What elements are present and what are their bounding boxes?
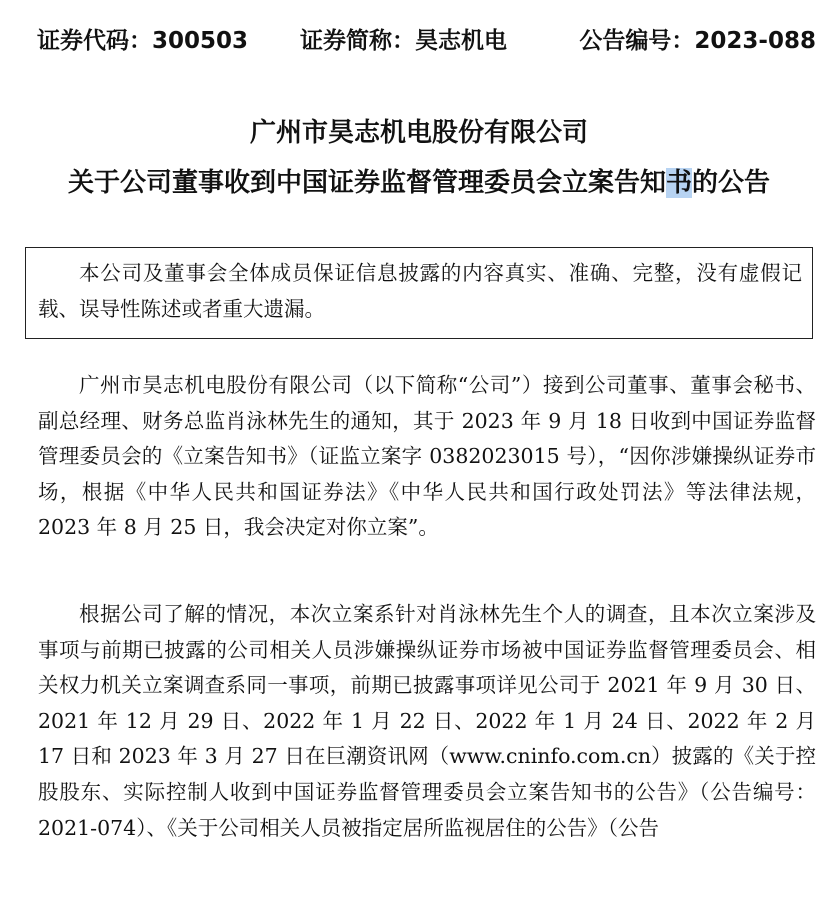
body-paragraph-2: 根据公司了解的情况，本次立案系针对肖泳林先生个人的调查，且本次立案涉及事项与前期已披露的公司相关人员涉嫌操纵证券市场被中国证券监督管理委员会、相关权力机关立案调查系同一事项，前期已披露事项详见公司于 2021 年 9 月 30 日、2021 年 12 月 29 日、2022 年 1 月 22 日、2022 年 1 月 24 日、2022 年 2 月 17 日和 2023 年 3 月 27 日在巨潮资讯网（www.cninfo.com.cn）披露的《关于控股股东、实际控制人收到中国证券监督管理委员会立案告知书的公告》（公告编号：2021-074）、《关于公司相关人员被指定居所监视居住的公告》（公告	[38, 602, 816, 840]
document-header	[37, 22, 816, 62]
selected-text-highlight[interactable]: 书	[665, 168, 692, 198]
title-text-after: 的公告	[692, 168, 771, 198]
company-name-title: 广州市昊志机电股份有限公司	[249, 118, 588, 148]
disclaimer-text: 本公司及董事会全体成员保证信息披露的内容真实、准确、完整，没有虚假记载、误导性陈述或者重大遗漏。	[38, 261, 802, 321]
announcement-title	[0, 162, 838, 199]
title-text-before: 关于公司董事收到中国证券监督管理委员会立案告知	[67, 168, 666, 198]
stock-abbreviation: 证券简称：昊志机电	[300, 28, 507, 54]
announcement-number: 公告编号：2023-088	[579, 28, 816, 54]
body-paragraph-1: 广州市昊志机电股份有限公司（以下简称“公司”）接到公司董事、董事会秘书、副总经理、财务总监肖泳林先生的通知，其于 2023 年 9 月 18 日收到中国证券监督管理委员会的《立案告知书》（证监立案字 0382023015 号），“因你涉嫌操纵证券市场，根据《中华人民共和国证券法》《中华人民共和国行政处罚法》等法律法规，2023 年 8 月 25 日，我会决定对你立案”。	[38, 373, 816, 540]
stock-code: 证券代码：300503	[37, 28, 249, 54]
